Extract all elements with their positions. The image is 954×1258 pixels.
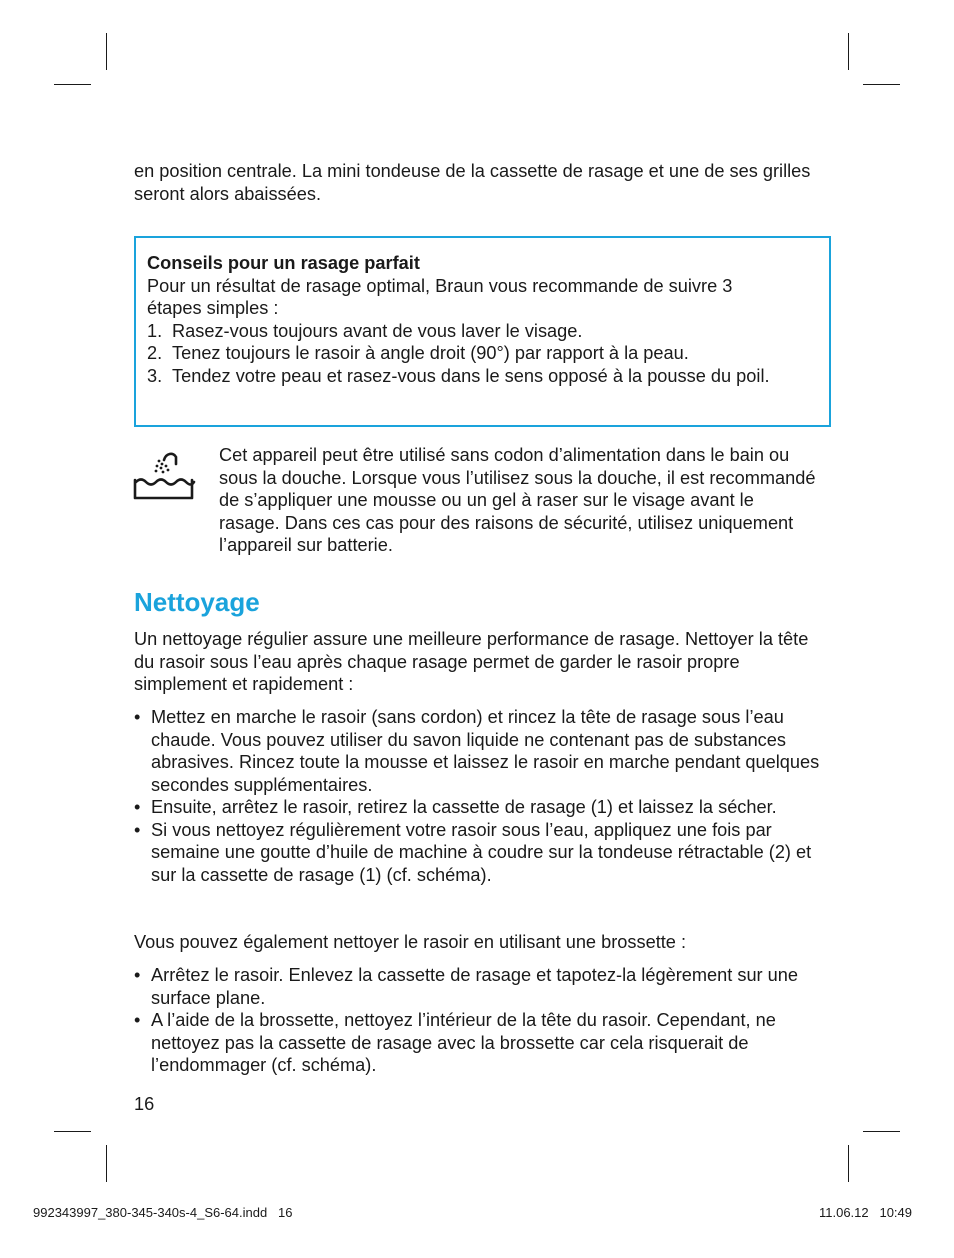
step-text: Tendez votre peau et rasez-vous dans le sens opposé à la pousse du poil. (172, 365, 770, 386)
crop-mark (863, 84, 900, 85)
step-text: Rasez-vous toujours avant de vous laver le visage. (172, 320, 583, 341)
brush-bullets (134, 964, 824, 1077)
tips-step (147, 320, 829, 343)
tips-text: Pour un résultat de rasage optimal, Braun vous recommande de suivre 3 étapes simples : (147, 275, 733, 318)
intro-paragraph: en position centrale. La mini tondeuse de la cassette de rasage et une de ses grilles seront alors abaissées. (134, 161, 811, 204)
shower-note-text: Cet appareil peut être utilisé sans codon d’alimentation dans le bain ou sous la douche. Lorsque vous l’utilisez sous la douche, il est recommandé de s’appliquer une mousse ou un gel à raser sur le visage avant le rasage. Dans ces cas pour des raisons de sécurité, utilisez uniquement l’appareil sur batterie. (219, 445, 816, 555)
list-item-text: A l’aide de la brossette, nettoyez l’intérieur de la tête du rasoir. Cependant, ne nettoyez pas la cassette de rasage avec la brossette car cela risquerait de l’endommager (cf. schéma). (151, 1010, 776, 1075)
step-number: 1. (147, 320, 163, 341)
bullet-icon: • (134, 965, 141, 985)
list-item (134, 819, 824, 887)
crop-mark (863, 1131, 900, 1132)
crop-mark (106, 33, 107, 70)
tips-steps (147, 320, 829, 388)
cleaning-intro: Un nettoyage régulier assure une meilleure performance de rasage. Nettoyer la tête du rasoir sous l’eau après chaque rasage permet de garder le rasoir propre simplement et rapidement : (134, 629, 809, 694)
section-heading-cleaning: Nettoyage (134, 587, 260, 617)
list-item-text: Si vous nettoyez régulièrement votre rasoir sous l’eau, appliquez une fois par semaine une goutte d’huile de machine à coudre sur la tondeuse rétractable (2) et sur la cassette de rasage (1) (cf. schéma). (151, 819, 812, 885)
step-number: 3. (147, 365, 163, 386)
page-number: 16 (134, 1094, 155, 1114)
bath-shower-icon (132, 446, 196, 504)
bullet-icon: • (134, 1010, 141, 1030)
crop-mark (848, 33, 849, 70)
bullet-icon: • (134, 797, 141, 817)
list-item (134, 964, 824, 1009)
footer-file-info: 992343997_380-345-340s-4_S6-64.indd 16 (33, 1205, 293, 1220)
tips-step (147, 342, 829, 365)
bullet-icon: • (134, 819, 141, 840)
list-item-text: Arrêtez le rasoir. Enlevez la cassette de rasage et tapotez-la légèrement sur une surface plane. (151, 965, 799, 1008)
crop-mark (54, 1131, 91, 1132)
cleaning-bullets (134, 706, 824, 886)
bullet-icon: • (134, 707, 141, 727)
list-item-text: Ensuite, arrêtez le rasoir, retirez la cassette de rasage (1) et laissez la sécher. (151, 797, 777, 817)
list-item (134, 796, 824, 819)
crop-mark (106, 1145, 107, 1182)
list-item-text: Mettez en marche le rasoir (sans cordon) et rincez la tête de rasage sous l’eau chaude. Vous pouvez utiliser du savon liquide ne contenant pas de substances abrasives. Rincez toute la mousse et laissez le rasoir en marche pendant quelques secondes supplémentaires. (151, 707, 820, 795)
tips-title: Conseils pour un rasage parfait (147, 253, 420, 273)
brush-intro: Vous pouvez également nettoyer le rasoir en utilisant une brossette : (134, 932, 687, 952)
list-item (134, 1009, 824, 1077)
step-text: Tenez toujours le rasoir à angle droit (90°) par rapport à la peau. (172, 343, 689, 363)
crop-mark (54, 84, 91, 85)
footer-date: 11.06.12 10:49 (818, 1205, 912, 1220)
tips-box (134, 236, 831, 427)
crop-mark (848, 1145, 849, 1182)
list-item (134, 706, 824, 796)
tips-step (147, 365, 829, 388)
step-number: 2. (147, 343, 163, 363)
